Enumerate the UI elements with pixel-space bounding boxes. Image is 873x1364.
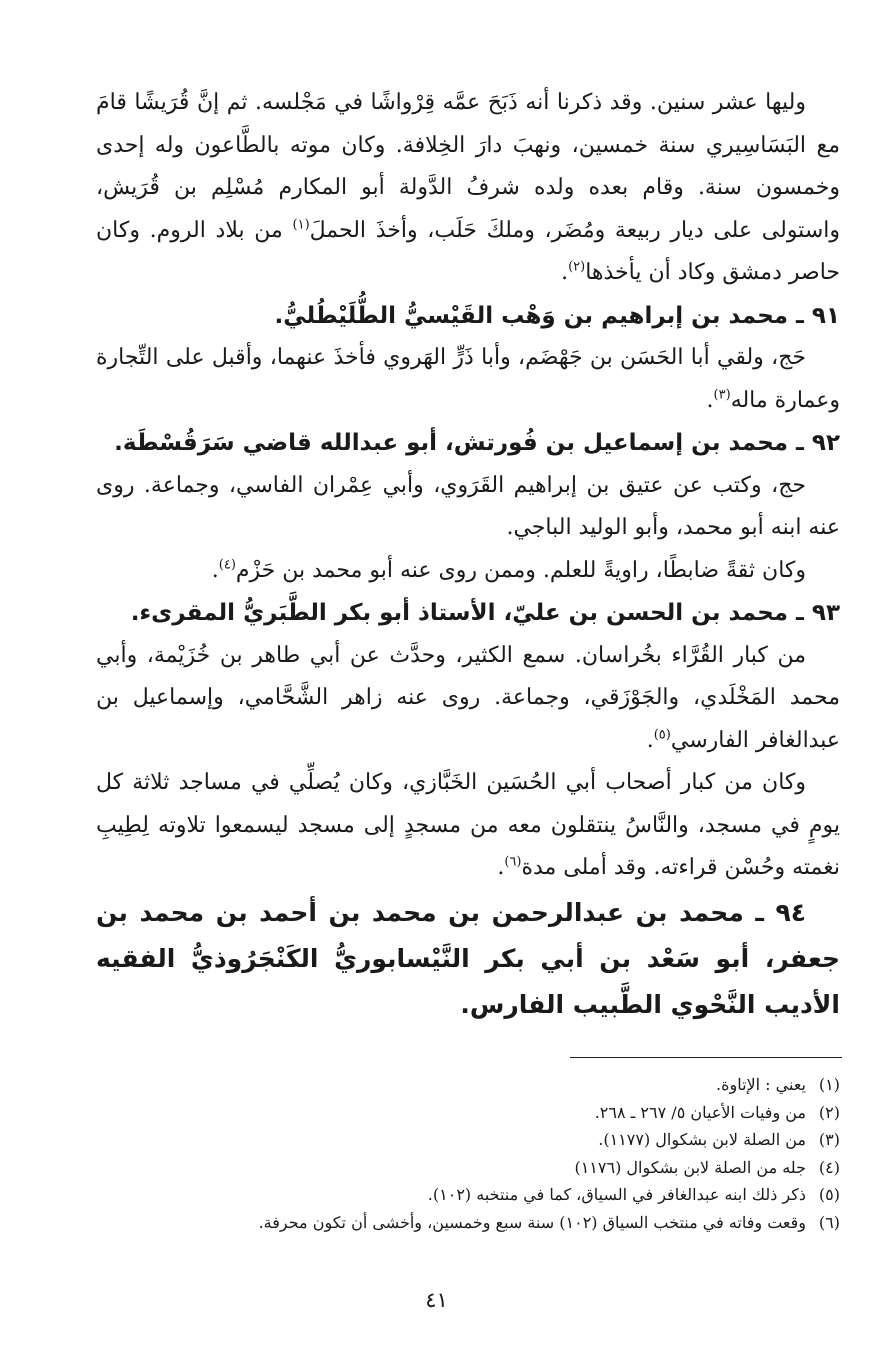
- entry-body-93-cont: [96, 762, 840, 890]
- footnote-text: من الصلة لابن بشكوال (١١٧٧).: [598, 1130, 806, 1149]
- footnote-text: يعني : الإتاوة.: [716, 1075, 806, 1094]
- footnote-text: ذكر ذلك ابنه عبدالغافر في السياق، كما في منتخبه (١٠٢).: [427, 1185, 806, 1204]
- footnote-number: (٥): [818, 1185, 840, 1204]
- paragraph-end: .: [497, 855, 505, 880]
- footnote-number: (٦): [818, 1212, 840, 1232]
- main-text: [96, 82, 840, 1028]
- entry-body-93: [96, 635, 840, 763]
- paragraph-quraysh: [96, 82, 840, 295]
- footnote-text: وقعت وفاته في منتخب السياق (١٠٢) سنة سبع وخمسين، وأخشى أن تكون محرفة.: [258, 1212, 806, 1232]
- footnote-ref-4[interactable]: (٤): [218, 557, 236, 573]
- footnote-text: من وفيات الأعيان ٥/ ٢٦٧ ـ ٢٦٨.: [594, 1102, 806, 1122]
- entry-body-92: حج، وكتب عن عتيق بن إبراهيم القَرَوي، وأبي عِمْران الفاسي، وجماعة. روى عنه ابنه أبو محمد، وأبو الوليد الباجي.: [96, 472, 840, 540]
- footnote-number: (٤): [818, 1157, 840, 1177]
- paragraph-text: وكان ثقةً ضابطًا، راويةً للعلم. وممن روى عنه أبو محمد بن حَزْم: [235, 557, 806, 583]
- footnote-5: [96, 1181, 840, 1209]
- paragraph-text: حَج، ولقي أبا الحَسَن بن جَهْضَم، وأبا ذَرٍّ الهَروي فأخذَ عنهما، وأقبل على التِّجارة وعمارة ماله: [96, 345, 840, 413]
- entry-heading-94: ٩٤ ـ محمد بن عبدالرحمن بن محمد بن أحمد بن محمد بن جعفر، أبو سَعْد بن أبي بكر النَّيْسابوريُّ الكَنْجَرُوذيُّ الفقيه الأديب النَّحْوي الطَّبيب الفارس.: [96, 897, 840, 1019]
- paragraph-text: وليها عشر سنين. وقد ذكرنا أنه ذَبَحَ عمَّه قِرْواشًا في مَجْلسه. ثم إنَّ قُرَيشًا قامَ مع البَسَاسِيري سنة خمسين، ونهبَ دارَ الخِلافة. وكان موته بالطَّاعون وله إحدى وخمسون سنة. وقام بعده ولده شرفُ الدَّولة أبو المكارم مُسْلِم بن قُرَيش، واستولى على ديار ربيعة ومُضَر، وملكَ حَلَب، وأخذَ الحملَ: [96, 90, 840, 243]
- paragraph-end: .: [211, 557, 219, 583]
- page-number: ٤١: [425, 1288, 448, 1312]
- footnote-ref-2[interactable]: (٢): [568, 259, 586, 275]
- footnote-2: [96, 1099, 840, 1127]
- footnote-text: جله من الصلة لابن بشكوال (١١٧٦): [574, 1157, 806, 1177]
- footnote-number: (٢): [818, 1102, 840, 1122]
- paragraph-text: من بلاد الروم. وكان حاصر دمشق وكاد أن يأخذها: [96, 217, 840, 285]
- entry-body-91: [96, 337, 840, 422]
- paragraph-end: .: [706, 387, 714, 413]
- entry-heading-92: ٩٢ ـ محمد بن إسماعيل بن فُورتش، أبو عبدالله قاضي سَرَقُسْطَة.: [114, 430, 840, 456]
- footnote-number: (١): [818, 1075, 840, 1094]
- footnote-ref-6[interactable]: (٦): [504, 854, 522, 870]
- footnote-number: (٣): [818, 1130, 840, 1149]
- paragraph-end: .: [646, 727, 654, 753]
- footnote-4: [96, 1154, 840, 1182]
- footnote-ref-1[interactable]: (١): [292, 217, 310, 233]
- entry-heading-93: ٩٣ ـ محمد بن الحسن بن عليّ، الأستاذ أبو بكر الطَّبَريُّ المقرىء.: [130, 600, 840, 626]
- entry-heading-91: ٩١ ـ محمد بن إبراهيم بن وَهْب القَيْسيُّ الطُّلَيْطُليُّ.: [274, 302, 840, 329]
- paragraph-end: .: [561, 260, 569, 285]
- footnote-ref-3[interactable]: (٣): [713, 387, 731, 403]
- footnote-3: [96, 1126, 840, 1154]
- entry-body-92-cont: [96, 550, 840, 593]
- paragraph-text: وكان من كبار أصحاب أبي الحُسَين الخَبَّازي، وكان يُصلِّي في مساجد ثلاثة كل يومٍ في مسجد، والنَّاسُ ينتقلون معه من مسجدٍ إلى مسجد ليسمعوا تلاوته لِطِيبِ نغمته وحُسْن قراءته. وقد أملى مدة: [96, 770, 840, 880]
- footnote-ref-5[interactable]: (٥): [653, 727, 671, 743]
- paragraph-text: من كبار القُرَّاء بخُراسان. سمع الكثير، وحدَّث عن أبي طاهر بن خُزَيْمة، وأبي محمد المَخْلَدي، والجَوْزَقي، وجماعة. روى عنه زاهر الشَّحَّامي، وإسماعيل بن عبدالغافر الفارسي: [96, 642, 840, 753]
- footnote-6: [96, 1209, 840, 1237]
- footnote-separator: [570, 1057, 842, 1058]
- footnote-1: [96, 1071, 840, 1099]
- footnotes: [96, 1071, 840, 1236]
